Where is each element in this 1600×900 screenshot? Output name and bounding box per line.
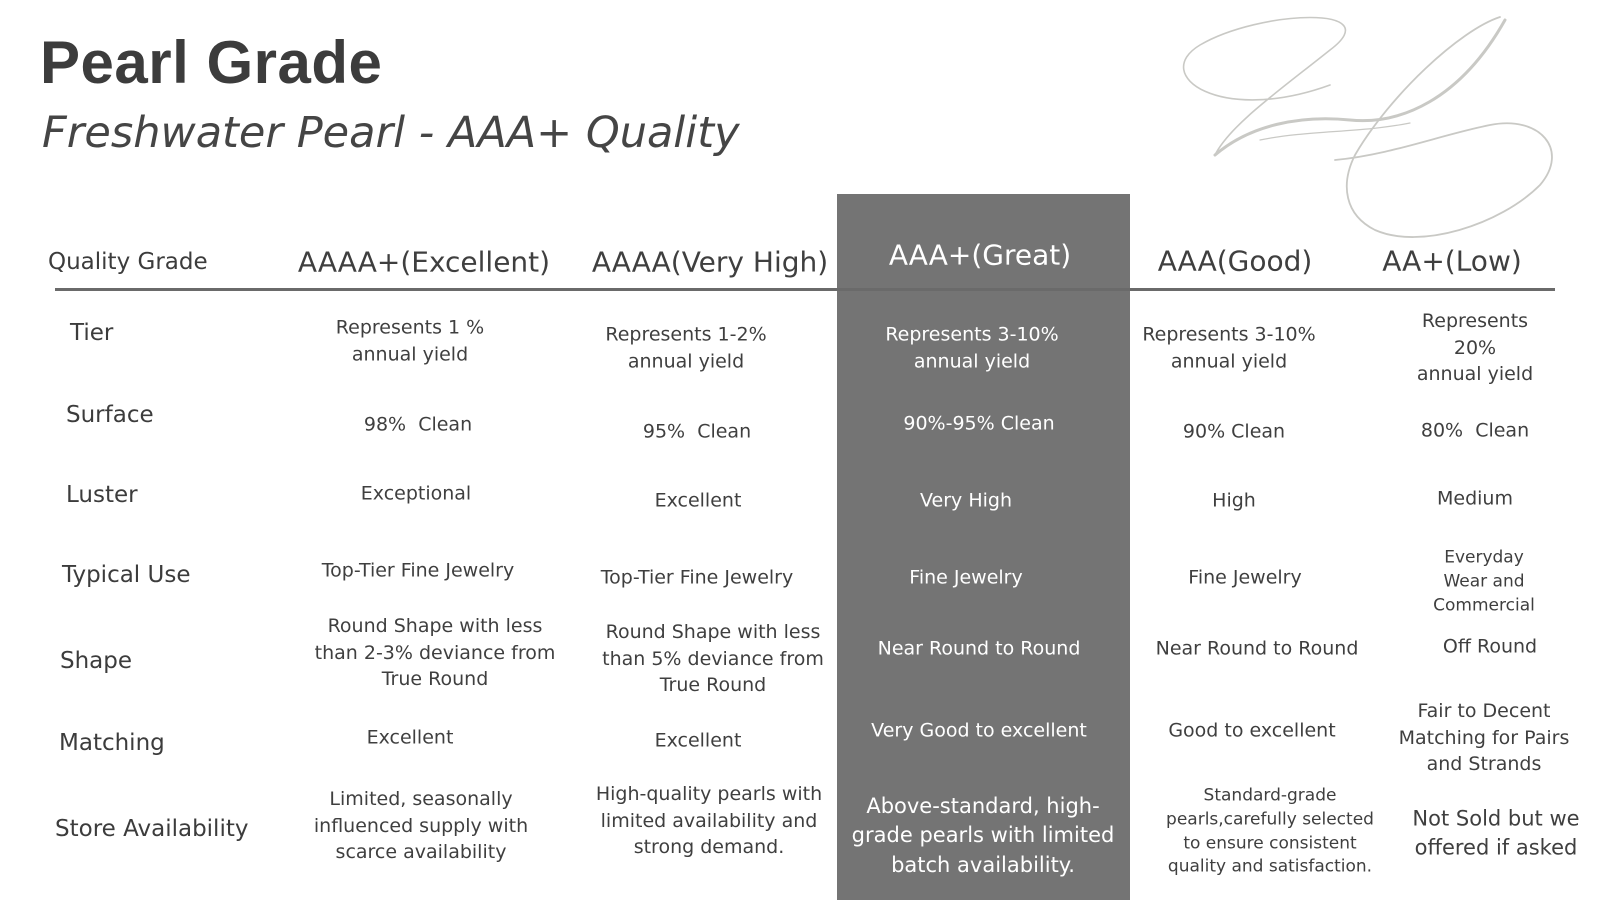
cell-line: and Strands <box>1426 753 1542 776</box>
cell-line: Represents 3-10% <box>1142 323 1316 346</box>
cell-line: annual yield <box>351 343 469 365</box>
cell-matching-aaa-plus: Very Good to excellent <box>871 719 1087 742</box>
script-h-monogram-icon <box>1160 5 1580 245</box>
cell-line: Represents 3-10% <box>885 323 1059 346</box>
cell-line: offered if asked <box>1414 836 1578 860</box>
cell-luster-aaaa-plus: Exceptional <box>360 482 472 505</box>
cell-line: True Round <box>381 668 489 691</box>
cell-line: grade pearls with limited <box>851 823 1115 848</box>
cell-line: Represents 20% <box>1421 310 1529 359</box>
cell-store-aaa <box>1166 784 1374 879</box>
cell-line: Everyday Wear and <box>1443 547 1525 592</box>
cell-matching-aaaa-plus: Excellent <box>366 726 454 749</box>
cell-use-aaaa: Top-Tier Fine Jewelry <box>600 566 794 589</box>
cell-surface-aaa: 90% Clean <box>1182 420 1286 443</box>
cell-line: Round Shape with less <box>327 615 543 638</box>
cell-tier-aaa <box>1142 321 1315 374</box>
cell-surface-aaaa: 95% Clean <box>642 420 752 443</box>
row-label-surface: Surface <box>66 402 154 428</box>
cell-line: annual yield <box>1170 350 1288 372</box>
cell-line: Not Sold but we <box>1412 806 1580 831</box>
cell-tier-aa-plus <box>1413 308 1538 388</box>
cell-shape-aaa: Near Round to Round <box>1155 637 1359 660</box>
cell-store-aa-plus <box>1412 805 1579 864</box>
cell-line: Above-standard, high- <box>866 793 1100 818</box>
cell-line: quality and satisfaction. <box>1167 856 1373 877</box>
header-aa-plus: AA+(Low) <box>1382 244 1522 278</box>
cell-surface-aaaa-plus: 98% Clean <box>363 413 473 436</box>
cell-shape-aaaa <box>602 619 824 699</box>
cell-matching-aaaa: Excellent <box>654 729 742 752</box>
cell-use-aaa-plus: Fine Jewelry <box>909 566 1023 589</box>
row-label-tier: Tier <box>70 320 114 346</box>
page-subtitle: Freshwater Pearl - AAA+ Quality <box>42 108 740 158</box>
row-label-shape: Shape <box>60 648 133 674</box>
cell-matching-aa-plus <box>1399 698 1570 778</box>
cell-line: than 5% deviance from <box>602 647 824 670</box>
row-label-typical-use: Typical Use <box>62 562 191 588</box>
cell-line: pearls,carefully selected <box>1166 809 1374 830</box>
cell-surface-aaa-plus: 90%-95% Clean <box>903 412 1055 435</box>
cell-use-aaa: Fine Jewelry <box>1188 566 1302 589</box>
cell-tier-aaa-plus <box>885 321 1058 374</box>
cell-line: Limited, seasonally <box>329 788 513 811</box>
cell-line: Round Shape with less <box>605 621 821 644</box>
cell-surface-aa-plus: 80% Clean <box>1420 419 1530 442</box>
header-aaaa: AAAA(Very High) <box>591 245 829 279</box>
cell-use-aa-plus <box>1426 546 1542 617</box>
header-aaa: AAA(Good) <box>1157 244 1313 278</box>
cell-matching-aaa: Good to excellent <box>1168 719 1336 742</box>
cell-line: Standard-grade <box>1203 785 1337 806</box>
cell-line: strong demand. <box>633 836 785 859</box>
page-title: Pearl Grade <box>40 29 383 96</box>
cell-shape-aaaa-plus <box>315 613 556 693</box>
header-quality-grade: Quality Grade <box>48 249 208 275</box>
row-label-matching: Matching <box>59 730 165 756</box>
cell-luster-aaaa: Excellent <box>654 489 742 512</box>
cell-tier-aaaa <box>605 321 766 374</box>
cell-line: to ensure consistent <box>1183 833 1357 853</box>
cell-store-aaaa <box>596 781 822 861</box>
cell-line: Represents 1-2% <box>605 323 767 346</box>
cell-line: influenced supply with <box>313 814 529 837</box>
cell-use-aaaa-plus: Top-Tier Fine Jewelry <box>321 559 515 582</box>
cell-line: Represents 1 % <box>335 316 485 339</box>
cell-luster-aa-plus: Medium <box>1437 487 1513 510</box>
cell-line: annual yield <box>1416 363 1534 386</box>
header-aaaa-plus: AAAA+(Excellent) <box>297 245 551 279</box>
cell-line: Fair to Decent <box>1417 700 1551 723</box>
row-label-store-availability: Store Availability <box>55 816 249 842</box>
cell-line: annual yield <box>627 350 745 372</box>
cell-line: Commercial <box>1433 594 1535 615</box>
cell-luster-aaa: High <box>1212 489 1256 512</box>
row-label-luster: Luster <box>66 482 138 508</box>
cell-store-aaa-plus <box>852 792 1115 880</box>
header-aaa-plus: AAA+(Great) <box>888 238 1072 272</box>
header-divider <box>55 288 1555 291</box>
cell-line: High-quality pearls with <box>595 783 823 806</box>
cell-line: True Round <box>659 674 767 697</box>
cell-tier-aaaa-plus <box>336 314 484 367</box>
cell-line: scarce availability <box>335 841 507 864</box>
cell-store-aaaa-plus <box>314 786 528 866</box>
cell-line: limited availability and <box>600 809 818 832</box>
cell-line: than 2-3% deviance from <box>314 641 556 664</box>
cell-shape-aaa-plus: Near Round to Round <box>877 637 1081 660</box>
cell-line: Matching for Pairs <box>1398 726 1570 749</box>
cell-line: batch availability. <box>891 852 1075 877</box>
cell-line: annual yield <box>913 350 1031 372</box>
cell-shape-aa-plus: Off Round <box>1442 635 1538 658</box>
cell-luster-aaa-plus: Very High <box>920 489 1012 512</box>
